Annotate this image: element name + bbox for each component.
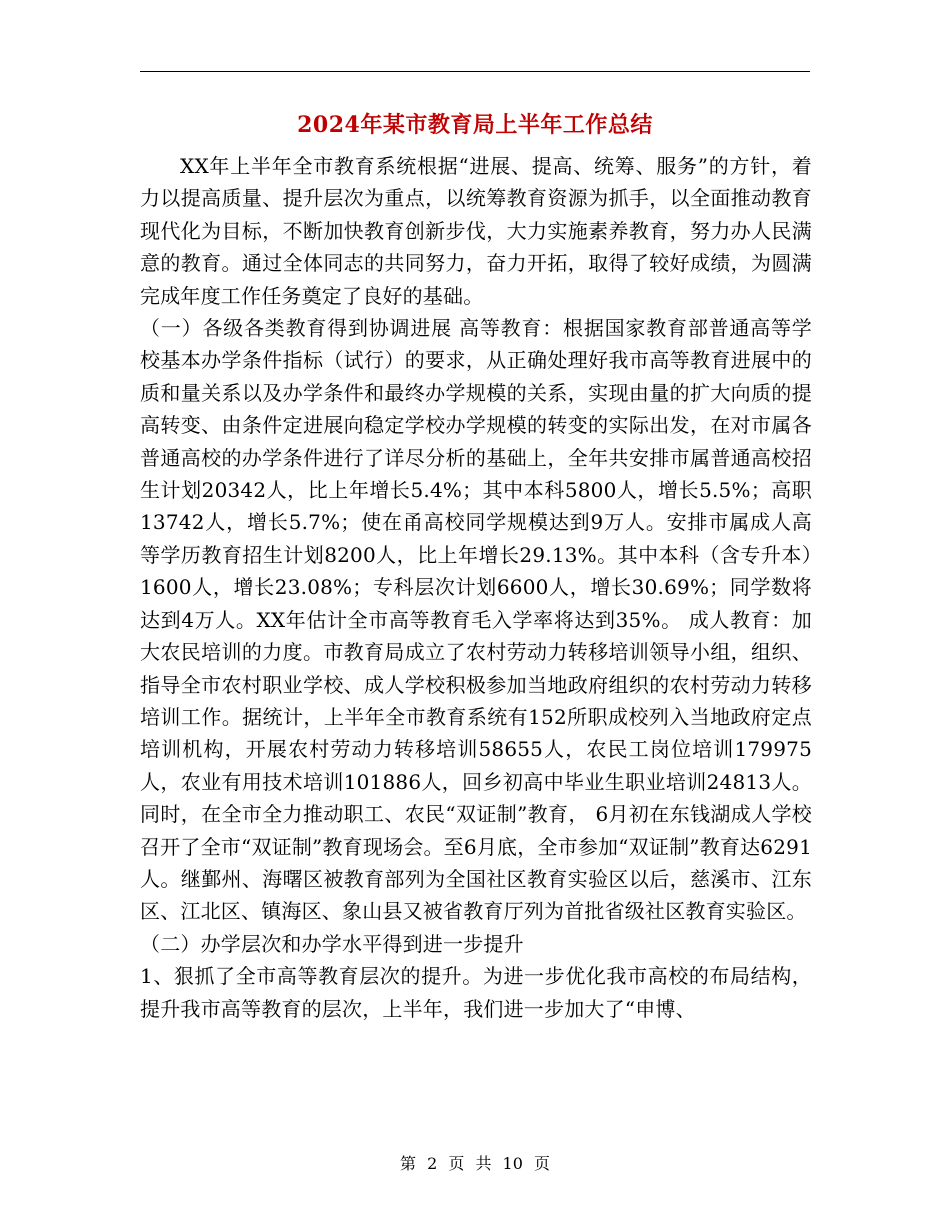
header-rule [140,71,810,72]
paragraph-item-one: 1、狠抓了全市高等教育层次的提升。为进一步优化我市高校的布局结构，提升我市高等教育的层次，上半年，我们进一步加大了“申博、 [140,964,812,1021]
paragraph-section-one: （一）各级各类教育得到协调进展 高等教育：根据国家教育部普通高等学校基本办学条件指标（试行）的要求，从正确处理好我市高等教育进展中的质和量关系以及办学条件和最终办学规模的关系，实现由量的扩大向质的提高转变、由条件定进展向稳定学校办学规模的转变的实际出发，在对市属各普通高校的办学条件进行了详尽分析的基础上，全年共安排市属普通高校招生计划20342人，比上年增长5.4%；其中本科5800人，增长5.5%；高职13742人，增长5.7%；使在甬高校同学规模达到9万人。安排市属成人高等学历教育招生计划8200人，比上年增长29.13%。其中本科（含专升本）1600人，增长23.08%；专科层次计划6600人，增长30.69%；同学数将达到4万人。XX年估计全市高等教育毛入学率将达到35%。 成人教育：加大农民培训的力度。市教育局成立了农村劳动力转移培训领导小组，组织、指导全市农村职业学校、成人学校积极参加当地政府组织的农村劳动力转移培训工作。据统计，上半年全市教育系统有152所职成校列入当地政府定点培训机构，开展农村劳动力转移培训58655人，农民工岗位培训179975人，农业有用技术培训101886人，回乡初高中毕业生职业培训24813人。同时，在全市全力推动职工、农民“双证制”教育， 6月初在东钱湖成人学校召开了全市“双证制”教育现场会。至6月底，全市参加“双证制”教育达6291人。继鄞州、海曙区被教育部列为全国社区教育实验区以后，慈溪市、江东区、江北区、镇海区、象山县又被省教育厅列为首批省级社区教育实验区。 [140,316,812,924]
document-title: 2024年某市教育局上半年工作总结 [297,112,653,138]
document-body [140,150,812,1025]
page-footer: 第 2 页 共 10 页 [400,1154,550,1173]
paragraph-section-two-heading: （二）办学层次和办学水平得到进一步提升 [140,931,524,956]
paragraph-intro: XX年上半年全市教育系统根据“进展、提高、统筹、服务”的方针，着力以提高质量、提升层次为重点，以统筹教育资源为抓手，以全面推动教育现代化为目标，不断加快教育创新步伐，大力实施素养教育，努力办人民满意的教育。通过全体同志的共同努力，奋力开拓，取得了较好成绩，为圆满完成年度工作任务奠定了良好的基础。 [140,154,812,308]
